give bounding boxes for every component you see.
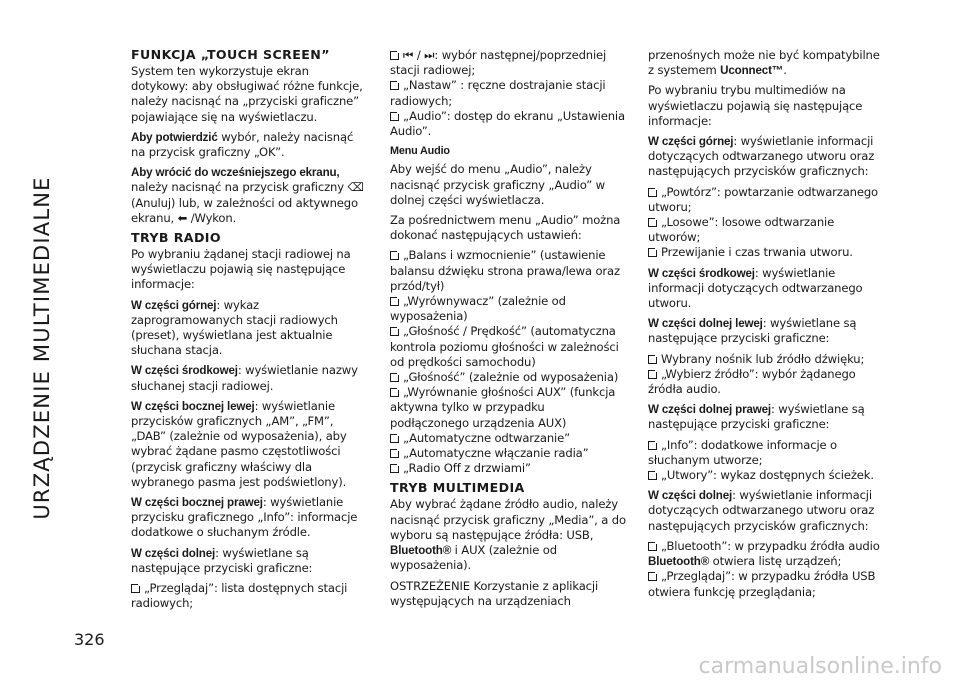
paragraph-bottom <box>648 488 884 534</box>
paragraph-menu-2: Za pośrednictwem menu „Audio” można dokonać następujących ustawień: <box>390 213 621 243</box>
heading-touch-screen: FUNKCJA „TOUCH SCREEN” <box>131 47 330 62</box>
bullet-box-icon <box>648 188 657 197</box>
audio-settings-list <box>390 248 626 476</box>
side-section-title: URZĄDZENIE MULTIMEDIALNE <box>30 176 54 520</box>
prev-next-icon: ⏮ / ⏭ <box>403 48 435 62</box>
watermark: carmanualsonline.info <box>698 654 942 679</box>
text: Wybrany nośnik lub źródło dźwięku; <box>661 351 865 366</box>
column-3 <box>648 48 884 600</box>
text: wybór, należy nacisnąć na przycisk graficzny „OK”. <box>131 129 354 160</box>
text: „Balans i wzmocnienie” (ustawienie balansu dźwięku strona prawa/lewa oraz przód/tył) <box>390 248 620 293</box>
back-arrow-icon: ⬅ <box>177 210 188 225</box>
bold-label: Aby wrócić do wcześniejszego ekranu, <box>131 166 340 180</box>
text: „Wyrównanie głośności AUX” (funkcja aktywna tylko w przypadku podłączonego urządzenia AUX) <box>390 385 616 430</box>
text: : wyświetlane są następujące przyciski graficzne: <box>131 545 313 575</box>
text: : wyświetlane są następujące przyciski graficzne: <box>648 316 857 346</box>
list-item <box>648 185 884 215</box>
paragraph-radio: Po wybraniu żądanej stacji radiowej na wyświetlaczu pojawią się następujące informacje: <box>131 247 351 292</box>
list-item <box>390 48 626 78</box>
bold-label: W części bocznej prawej <box>131 496 263 510</box>
text: : wyświetlanie przycisku graficznego „Info”: informacje dodatkowe o słuchanym źródle. <box>131 495 358 540</box>
bold-label: W części dolnej <box>648 489 733 503</box>
bullet-box-icon <box>648 370 657 379</box>
list-item <box>648 215 884 245</box>
text: „Losowe”: losowe odtwarzanie utworów; <box>648 215 835 245</box>
text: : wyświetlanie informacji dotyczących odtwarzanego utworu. <box>648 265 863 311</box>
bullet-box-icon <box>648 248 657 257</box>
bold-label: W części środkowej <box>648 266 755 280</box>
list-item <box>390 294 626 324</box>
paragraph-continued <box>648 48 884 78</box>
text: „Wyrównywacz” (zależnie od wyposażenia) <box>390 294 566 324</box>
bold-label: W części górnej <box>131 298 217 312</box>
bullet-box-icon <box>648 572 657 581</box>
list-item <box>648 539 884 569</box>
list-item <box>648 468 884 483</box>
text: „Przeglądaj”: w przypadku źródła USB otwiera funkcję przeglądania; <box>648 569 876 599</box>
text: (Anuluj) lub, w zależności od aktywnego ekranu, <box>131 195 358 225</box>
column-1 <box>131 48 367 612</box>
bullet-box-icon <box>390 251 399 260</box>
bold-label: W części środkowej <box>131 364 238 378</box>
text: „Automatyczne włączanie radia” <box>403 446 589 461</box>
bullet-box-icon <box>390 388 399 397</box>
list-item <box>131 581 367 611</box>
list-item <box>648 438 884 468</box>
text: „Utwory”: wykaz dostępnych ścieżek. <box>661 468 874 483</box>
bullet-box-icon <box>131 584 140 593</box>
text: : wyświetlanie informacji dotyczących odtwarzanego utworu oraz następujących przycisków graficznych: <box>648 134 875 179</box>
text: „Przeglądaj”: lista dostępnych stacji radiowych; <box>131 581 348 611</box>
text: . <box>783 63 787 78</box>
text: „Głośność / Prędkość” (automatyczna kontrola poziomu głośności w zależności od prędkości samochodu) <box>390 324 619 369</box>
list-item <box>390 431 626 446</box>
list-item <box>390 385 626 431</box>
bullet-box-icon <box>648 218 657 227</box>
bullet-box-icon <box>390 464 399 473</box>
text: Aby wybrać żądane źródło audio, należy nacisnąć przycisk graficzny „Media”, a do wyboru są następujące źródła: USB, <box>390 497 626 542</box>
text: przenośnych może nie być kompatybilne z systemem <box>648 48 880 78</box>
bullet-box-icon <box>390 373 399 382</box>
text: : wyświetlanie nazwy słuchanej stacji radiowej. <box>131 363 358 393</box>
list-item <box>648 569 884 599</box>
bold-label: W części dolnej prawej <box>648 403 771 417</box>
bullet-box-icon <box>390 81 399 90</box>
text: : wyświetlanie przycisków graficznych „AM”, „FM”, „DAB” (zależnie od wyposażenia), aby wybrać żądane pasmo częstotliwości (przycisk graficzny właściwy dla wybranego pasma jest podświetlony). <box>131 398 347 489</box>
text: „Głośność” (zależnie od wyposażenia) <box>403 370 619 385</box>
paragraph-warning: OSTRZEŻENIE Korzystanie z aplikacji występujących na urządzeniach <box>390 578 599 608</box>
text: : wyświetlane są następujące przyciski graficzne: <box>648 402 865 432</box>
list-item <box>648 245 884 260</box>
text: Przewijanie i czas trwania utworu. <box>661 245 853 260</box>
heading-multimedia: TRYB MULTIMEDIA <box>390 480 525 496</box>
text: „Bluetooth”: w przypadku źródła audio <box>661 538 880 553</box>
column-2 <box>390 48 626 614</box>
bold-label: W części dolnej lewej <box>648 317 763 331</box>
list-item <box>390 248 626 294</box>
text: „Radio Off z drzwiami” <box>403 461 531 476</box>
list-item <box>390 446 626 461</box>
paragraph-back <box>131 165 367 226</box>
text: „Info”: dodatkowe informacje o słuchanym utworze; <box>648 437 838 467</box>
bold-label: Uconnect™ <box>720 64 784 78</box>
text: /Wykon. <box>187 210 237 225</box>
bold-label: W części bocznej lewej <box>131 399 255 413</box>
paragraph-right <box>131 495 367 541</box>
text: „Automatyczne odtwarzanie” <box>403 430 570 445</box>
backspace-icon: ⌫ <box>347 180 364 195</box>
text: otwiera listę urządzeń; <box>709 554 842 569</box>
list-item <box>390 78 626 108</box>
bullet-box-icon <box>648 471 657 480</box>
page-number: 326 <box>74 630 105 649</box>
list-item <box>648 352 884 367</box>
paragraph-left <box>131 399 367 490</box>
bullet-box-icon <box>648 355 657 364</box>
heading-menu-audio: Menu Audio <box>390 145 450 158</box>
paragraph-bottom <box>131 546 367 576</box>
text: : wykaz zaprogramowanych stacji radiowych (preset), wyświetlana jest aktualnie słuchana stacja. <box>131 297 338 358</box>
bullet-box-icon <box>390 51 399 60</box>
paragraph-top <box>648 134 884 180</box>
bullet-box-icon <box>390 327 399 336</box>
text: „Powtórz”: powtarzanie odtwarzanego utworu; <box>648 184 878 214</box>
bold-label: Bluetooth® <box>648 555 710 569</box>
paragraph-middle <box>648 266 884 312</box>
text: „Wybierz źródło”: wybór żądanego źródła audio. <box>648 366 856 397</box>
text: należy nacisnąć na przycisk graficzny <box>131 180 348 195</box>
paragraph-bottom-right <box>648 402 884 432</box>
bold-label: W części dolnej <box>131 546 216 560</box>
bold-label: W części górnej <box>648 135 734 149</box>
text: i AUX (zależnie od wyposażenia). <box>390 543 557 573</box>
bold-label: Aby potwierdzić <box>131 130 218 144</box>
bullet-box-icon <box>648 542 657 551</box>
bold-label: Bluetooth® <box>390 544 452 558</box>
paragraph-bottom-left <box>648 316 884 346</box>
paragraph-middle <box>131 363 367 393</box>
paragraph-confirm <box>131 130 367 160</box>
paragraph-multimedia <box>390 497 626 573</box>
bullet-box-icon <box>648 441 657 450</box>
list-item <box>390 461 626 476</box>
list-item <box>648 367 884 397</box>
text: : wybór następnej/poprzedniej stacji radiowej; <box>390 48 607 78</box>
list-item <box>390 370 626 385</box>
paragraph-menu-1: Aby wejść do menu „Audio”, należy nacisnąć przycisk graficzny „Audio” w dolnej części wyświetlacza. <box>390 162 605 207</box>
bullet-box-icon <box>390 449 399 458</box>
paragraph-touch: System ten wykorzystuje ekran dotykowy: aby obsługiwać różne funkcje, należy nacisnąć na „przyciski graficzne” pojawiające się na wyświetlaczu. <box>131 64 363 124</box>
list-item <box>390 324 626 370</box>
bullet-box-icon <box>390 297 399 306</box>
text: : wyświetlanie informacji dotyczących odtwarzanego utworu oraz następujących przycisków graficznych: <box>648 488 875 533</box>
paragraph-top <box>131 298 367 359</box>
heading-radio: TRYB RADIO <box>131 230 221 246</box>
text: „Audio”: dostęp do ekranu „Ustawienia Audio”. <box>390 108 625 139</box>
bullet-box-icon <box>390 434 399 443</box>
text: „Nastaw” : ręczne dostrajanie stacji radiowych; <box>390 78 606 108</box>
paragraph-media-info: Po wybraniu trybu multimediów na wyświetlaczu pojawią się następujące informacje: <box>648 83 863 128</box>
bullet-box-icon <box>390 112 399 121</box>
list-item <box>390 109 626 139</box>
